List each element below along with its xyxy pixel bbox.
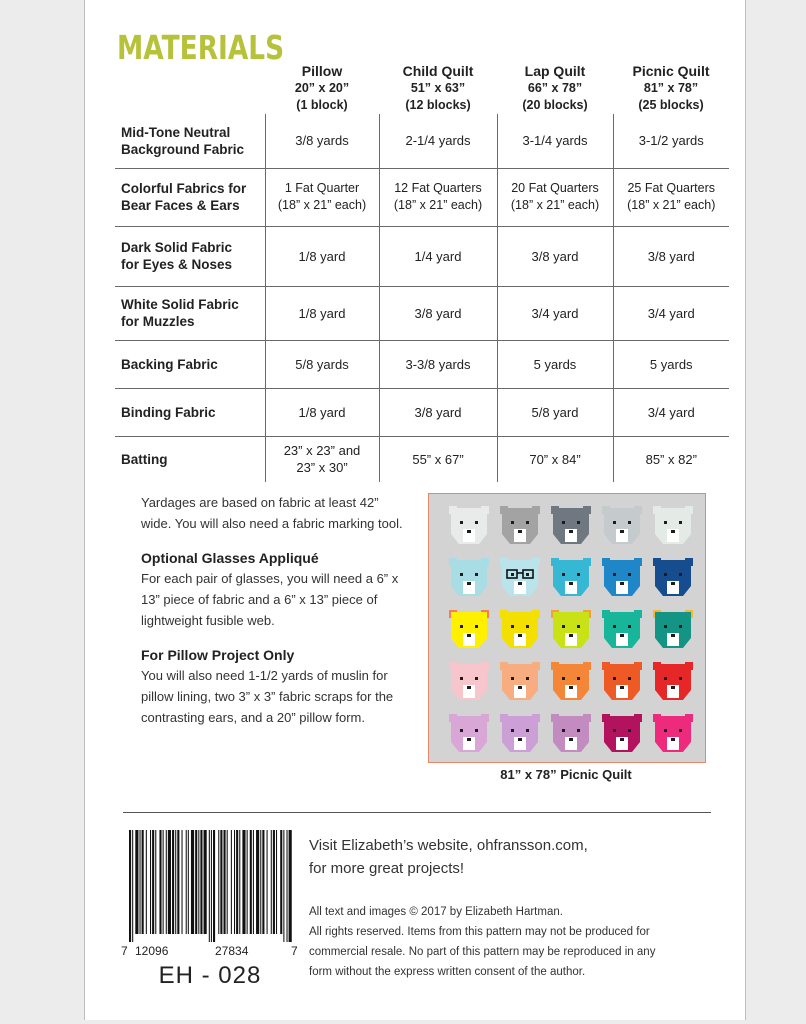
barcode-digit: 7 bbox=[291, 944, 298, 958]
notes bbox=[141, 492, 411, 742]
bear-block bbox=[651, 608, 695, 652]
row-label: Backing Fabric bbox=[115, 340, 265, 388]
bear-block bbox=[498, 608, 542, 652]
table-row bbox=[115, 114, 729, 168]
cell-lap: 5/8 yard bbox=[497, 388, 613, 436]
cell-pillow: 1/8 yard bbox=[265, 226, 379, 286]
header-blocks: (12 blocks) bbox=[405, 98, 471, 112]
header-size: 51” x 63” bbox=[410, 81, 466, 95]
row-label: Colorful Fabrics for Bear Faces & Ears bbox=[115, 168, 265, 226]
yardage-note: Yardages are based on fabric at least 42” wide. You will also need a fabric marking tool. bbox=[141, 495, 403, 531]
cell-child: 3/8 yard bbox=[379, 388, 497, 436]
bear-block bbox=[600, 556, 644, 600]
materials-rows bbox=[115, 114, 729, 482]
header-pillow bbox=[265, 40, 379, 114]
row-label: Dark Solid Fabric for Eyes & Noses bbox=[115, 226, 265, 286]
glasses-heading: Optional Glasses Appliqué bbox=[141, 550, 319, 566]
header-blocks: (20 blocks) bbox=[522, 98, 588, 112]
cell-child: 2-1/4 yards bbox=[379, 114, 497, 168]
divider bbox=[123, 812, 711, 813]
cell-lap: 3-1/4 yards bbox=[497, 114, 613, 168]
cell-child: 55” x 67” bbox=[379, 436, 497, 482]
bear-block bbox=[549, 504, 593, 548]
cell-child: 12 Fat Quarters (18” x 21” each) bbox=[379, 168, 497, 226]
pillow-heading: For Pillow Project Only bbox=[141, 647, 295, 663]
bear-block bbox=[549, 660, 593, 704]
cell-picnic: 3/4 yard bbox=[613, 388, 729, 436]
bear-block bbox=[549, 712, 593, 756]
cell-lap: 70” x 84” bbox=[497, 436, 613, 482]
table-row bbox=[115, 340, 729, 388]
header-size: 81” x 78” bbox=[643, 81, 699, 95]
bear-block bbox=[447, 608, 491, 652]
cell-pillow: 1/8 yard bbox=[265, 388, 379, 436]
bear-block bbox=[498, 556, 542, 600]
header-name: Pillow bbox=[301, 63, 343, 79]
pattern-sku: EH - 028 bbox=[158, 962, 262, 989]
table-row bbox=[115, 286, 729, 340]
cell-lap: 3/4 yard bbox=[497, 286, 613, 340]
cell-pillow: 1/8 yard bbox=[265, 286, 379, 340]
row-label: Binding Fabric bbox=[115, 388, 265, 436]
barcode-digit: 27834 bbox=[215, 944, 249, 958]
bear-block bbox=[549, 556, 593, 600]
website-note: Visit Elizabeth’s website, ohfransson.com, for more great projects! bbox=[309, 837, 588, 877]
cell-child: 1/4 yard bbox=[379, 226, 497, 286]
cell-picnic: 3/4 yard bbox=[613, 286, 729, 340]
bear-block bbox=[600, 660, 644, 704]
pillow-text: You will also need 1-1/2 yards of muslin for pillow lining, two 3” x 3” fabric scraps for the contrasting ears, and a 20” pillow form. bbox=[141, 668, 394, 725]
header-size: 66” x 78” bbox=[527, 81, 583, 95]
barcode-digit: 12096 bbox=[135, 944, 169, 958]
cell-picnic: 85” x 82” bbox=[613, 436, 729, 482]
barcode-digit: 7 bbox=[121, 944, 128, 958]
copyright-notice: All text and images © 2017 by Elizabeth Hartman. All rights reserved. Items from this pattern may not be produced for commercial resale. No part of this pattern may be reproduced in any form without the express written consent of the author. bbox=[309, 906, 656, 978]
bear-block bbox=[600, 504, 644, 548]
bear-block bbox=[498, 504, 542, 548]
cell-picnic: 25 Fat Quarters (18” x 21” each) bbox=[613, 168, 729, 226]
cell-pillow: 1 Fat Quarter (18” x 21” each) bbox=[265, 168, 379, 226]
glasses-text: For each pair of glasses, you will need a 6” x 13” piece of fabric and a 6” x 13” piece of lightweight fusible web. bbox=[141, 571, 399, 628]
header-name: Picnic Quilt bbox=[632, 63, 710, 79]
cell-picnic: 3/8 yard bbox=[613, 226, 729, 286]
row-label: Batting bbox=[121, 451, 168, 467]
table-row bbox=[115, 168, 729, 226]
header-name: Lap Quilt bbox=[524, 63, 586, 79]
cell-child: 3-3/8 yards bbox=[379, 340, 497, 388]
bear-block bbox=[651, 556, 695, 600]
bear-block bbox=[447, 712, 491, 756]
bear-block bbox=[600, 712, 644, 756]
cell-pillow: 23” x 23” and 23” x 30” bbox=[265, 436, 379, 482]
header-empty bbox=[115, 40, 265, 114]
cell-pillow: 5/8 yards bbox=[265, 340, 379, 388]
bear-block bbox=[651, 712, 695, 756]
bear-block bbox=[447, 504, 491, 548]
cell-lap: 20 Fat Quarters (18” x 21” each) bbox=[497, 168, 613, 226]
cell-picnic: 5 yards bbox=[613, 340, 729, 388]
row-label: Mid-Tone Neutral Background Fabric bbox=[115, 114, 265, 168]
bear-block bbox=[447, 556, 491, 600]
bear-block bbox=[600, 608, 644, 652]
header-lap-quilt bbox=[497, 40, 613, 114]
header-size: 20” x 20” bbox=[294, 81, 350, 95]
row-label: White Solid Fabric for Muzzles bbox=[115, 286, 265, 340]
cell-lap: 5 yards bbox=[497, 340, 613, 388]
header-name: Child Quilt bbox=[402, 63, 474, 79]
bear-block bbox=[549, 608, 593, 652]
table-row bbox=[115, 226, 729, 286]
cell-lap: 3/8 yard bbox=[497, 226, 613, 286]
header-blocks: (1 block) bbox=[296, 98, 348, 112]
bear-block bbox=[498, 660, 542, 704]
header-picnic-quilt bbox=[613, 40, 729, 114]
cell-child: 3/8 yard bbox=[379, 286, 497, 340]
table-row bbox=[115, 436, 729, 482]
pattern-back-cover bbox=[84, 0, 746, 1020]
cell-pillow: 3/8 yards bbox=[265, 114, 379, 168]
bear-block bbox=[498, 712, 542, 756]
barcode-image bbox=[127, 830, 293, 942]
bear-block bbox=[447, 660, 491, 704]
materials-table bbox=[115, 40, 729, 482]
bear-block bbox=[651, 660, 695, 704]
materials-title: MATERIALS bbox=[117, 28, 285, 67]
picnic-quilt-image bbox=[428, 493, 706, 763]
table-row bbox=[115, 388, 729, 436]
cell-picnic: 3-1/2 yards bbox=[613, 114, 729, 168]
header-blocks: (25 blocks) bbox=[638, 98, 704, 112]
quilt-caption: 81” x 78” Picnic Quilt bbox=[500, 767, 632, 782]
header-child-quilt bbox=[379, 40, 497, 114]
page-content bbox=[85, 0, 745, 1020]
bear-block bbox=[651, 504, 695, 548]
